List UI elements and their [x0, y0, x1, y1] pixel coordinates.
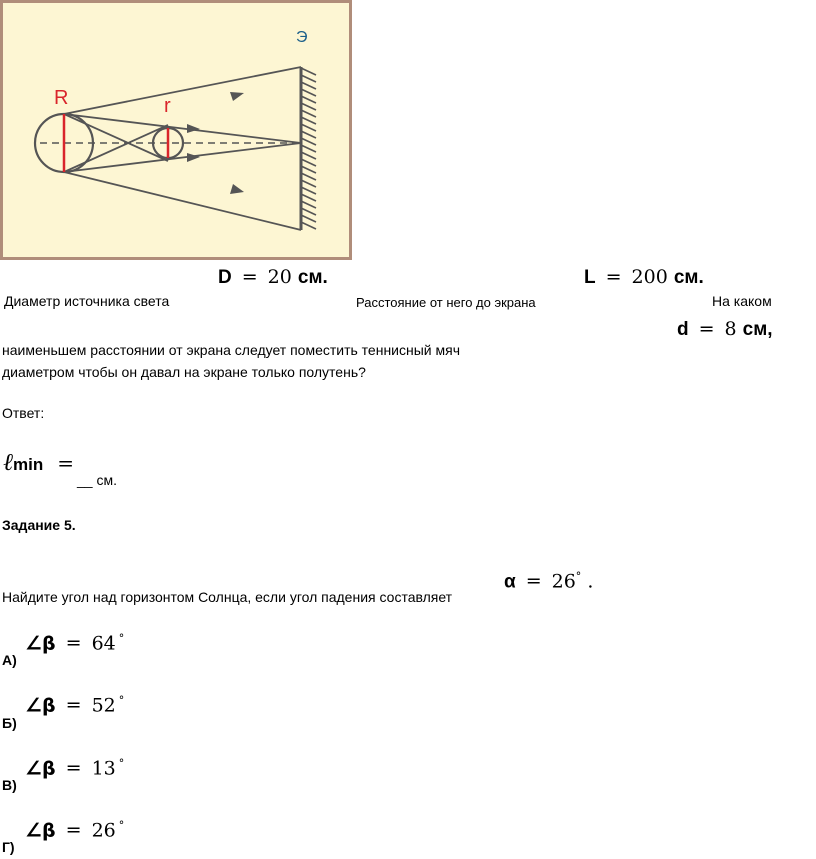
formula-ball-diameter [677, 318, 773, 341]
sub-min: min [13, 455, 44, 474]
equals-sign: = [65, 632, 82, 655]
equals-sign: = [57, 451, 74, 475]
equals-sign: = [65, 757, 82, 780]
value-distance: 200 [631, 266, 668, 288]
value-beta: 26 [91, 819, 116, 842]
option-c-label[interactable]: В) [2, 777, 17, 793]
option-d-formula[interactable] [25, 819, 124, 841]
equals-sign: = [525, 570, 542, 593]
option-c-formula[interactable] [25, 757, 124, 779]
var-beta: ∠β [25, 757, 56, 780]
value-beta: 64 [91, 632, 116, 655]
distance-text: Расстояние от него до экрана [356, 295, 536, 310]
option-b-label[interactable]: Б) [2, 715, 17, 731]
var-beta: ∠β [25, 694, 56, 717]
value-alpha: 26 [551, 570, 576, 593]
var-ball: d [677, 319, 689, 340]
option-b-formula[interactable] [25, 694, 124, 716]
option-a-label[interactable]: А) [2, 652, 17, 668]
question-line-2: наименьшем расстоянии от экрана следует поместить теннисный мяч [2, 342, 461, 358]
label-small-r: r [164, 95, 171, 117]
unit-alpha: ° [575, 570, 582, 583]
formula-l-min [3, 448, 74, 477]
unit-degree: ° [118, 632, 125, 645]
value-d-source: 20 [267, 266, 292, 288]
var-beta: ∠β [25, 632, 56, 655]
equals-sign: = [605, 266, 622, 288]
option-d-label[interactable]: Г) [2, 839, 15, 855]
task-5-title: Задание 5. [2, 517, 76, 533]
unit-d-source: см. [297, 267, 328, 288]
option-a-formula[interactable] [25, 632, 124, 654]
answer-blank[interactable]: __ см. [77, 472, 117, 488]
var-d-source: D [218, 267, 232, 288]
var-l: ℓ [3, 448, 13, 476]
screen-label: Э [296, 29, 308, 46]
value-ball: 8 [724, 318, 737, 340]
d-source-text: Диаметр источника света [4, 293, 170, 309]
unit-degree: ° [118, 757, 125, 770]
var-beta: ∠β [25, 819, 56, 842]
unit-degree: ° [118, 694, 125, 707]
period: . [587, 570, 594, 593]
formula-d-source [218, 266, 328, 289]
label-big-r: R [54, 87, 69, 109]
equals-sign: = [241, 266, 258, 288]
value-beta: 13 [91, 757, 116, 780]
optics-diagram [0, 0, 352, 260]
formula-distance [584, 266, 704, 289]
task-5-question: Найдите угол над горизонтом Солнца, если угол падения составляет [2, 589, 453, 605]
unit-degree: ° [118, 819, 125, 832]
question-start: На каком [712, 293, 772, 309]
question-line-3: диаметром чтобы он давал на экране только полутень? [2, 364, 366, 380]
unit-distance: см. [673, 267, 704, 288]
equals-sign: = [65, 694, 82, 717]
formula-alpha [504, 570, 593, 593]
equals-sign: = [698, 318, 715, 340]
unit-ball: см, [742, 319, 773, 340]
var-alpha: α [504, 571, 516, 593]
equals-sign: = [65, 819, 82, 842]
answer-label: Ответ: [2, 405, 45, 421]
value-beta: 52 [91, 694, 116, 717]
var-distance: L [584, 267, 596, 288]
